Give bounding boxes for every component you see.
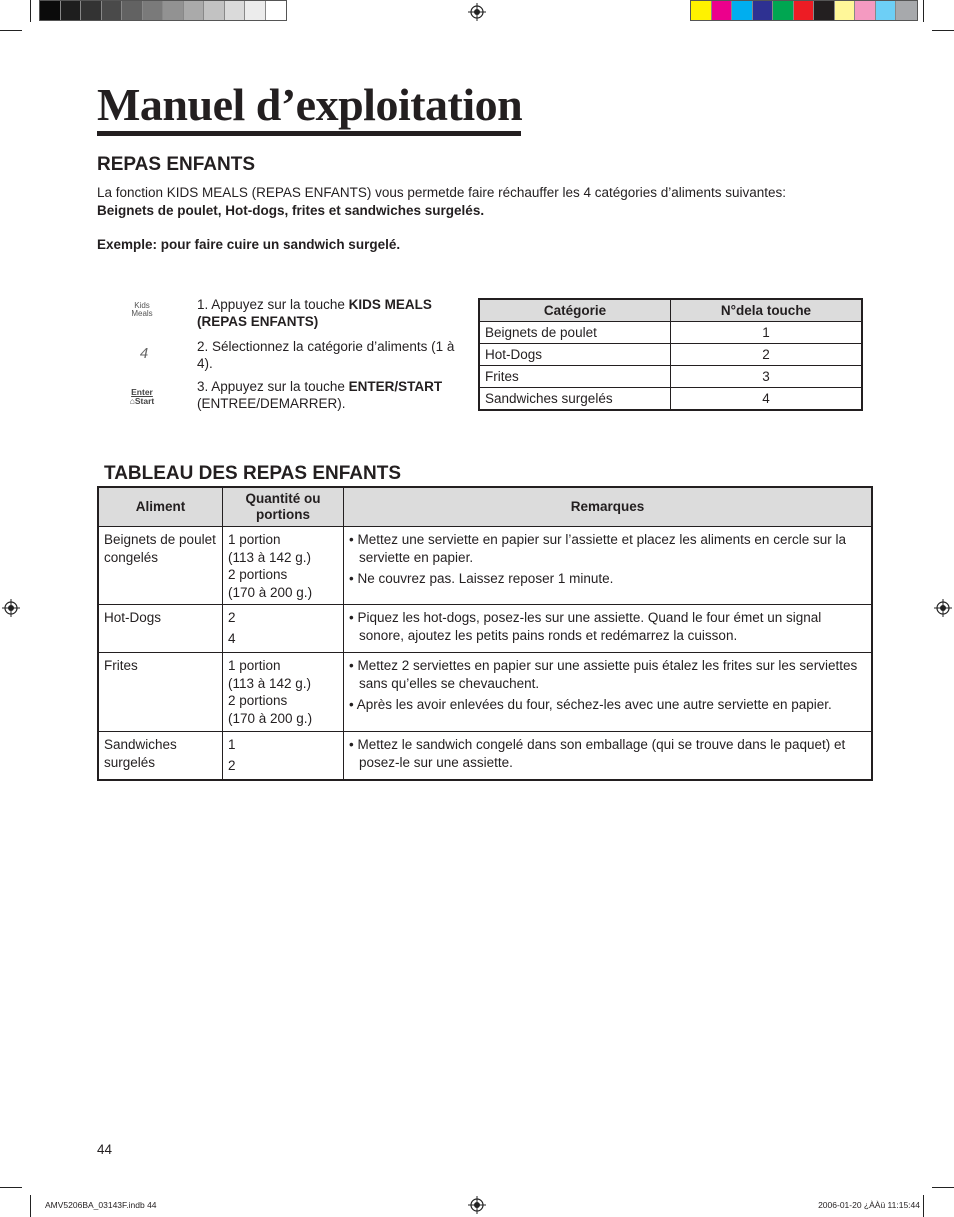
intro-line: La fonction KIDS MEALS (REPAS ENFANTS) vous permetde faire réchauffer les 4 catégories d’aliments suivantes: [97, 185, 787, 200]
note-item: • Mettez le sandwich congelé dans son emballage (qui se trouve dans le paquet) et posez-le sur une assiette. [349, 737, 846, 770]
column-header: Aliment [98, 487, 223, 527]
page-title: Manuel d’exploitation [97, 79, 523, 130]
color-swatch [102, 1, 123, 20]
enter-start-key-name: ENTER/START [348, 379, 443, 394]
title-underline [97, 131, 521, 136]
kids-meals-table [97, 486, 873, 781]
color-swatch [835, 1, 856, 20]
step-1: 1. Appuyez sur la touche KIDS MEALS (REPAS ENFANTS) [197, 297, 432, 329]
table-row [479, 366, 862, 388]
step-3: 3. Appuyez sur la touche ENTER/START (ENTREE/DEMARRER). [197, 379, 443, 411]
color-swatch [712, 1, 733, 20]
column-header: Quantité ou portions [223, 487, 344, 527]
crop-mark [30, 0, 31, 22]
food-cell: Frites [98, 653, 223, 732]
section-heading-repas-enfants: REPAS ENFANTS [97, 154, 256, 175]
food-cell: Sandwiches surgelés [98, 732, 223, 780]
color-swatch [732, 1, 753, 20]
color-swatch [855, 1, 876, 20]
key-number-cell: 2 [671, 344, 863, 366]
category-cell: Beignets de poulet [479, 322, 671, 344]
crop-mark [932, 30, 954, 31]
note-item: • Piquez les hot-dogs, posez-les sur une assiette. Quand le four émet un signal sonore, ajoutez les petits pains ronds et redémarrez la cuisson. [349, 610, 822, 643]
lock-icon: ⌂ [129, 396, 135, 406]
section-heading-tableau: TABLEAU DES REPAS ENFANTS [104, 463, 401, 484]
note-item: • Mettez une serviette en papier sur l’assiette et placez les aliments en cercle sur la serviette en papier. [349, 532, 846, 565]
notes-cell [344, 732, 873, 780]
color-swatch [61, 1, 82, 20]
color-swatch [81, 1, 102, 20]
quantity-cell: 1 portion (113 à 142 g.) 2 portions (170 à 200 g.) [223, 527, 344, 605]
table-row [98, 605, 872, 653]
example-text: Exemple: pour faire cuire un sandwich surgelé. [97, 237, 401, 252]
intro-text [97, 184, 877, 220]
category-cell: Hot-Dogs [479, 344, 671, 366]
crop-mark [923, 1195, 924, 1217]
category-table [478, 298, 863, 411]
color-swatch [245, 1, 266, 20]
note-item: • Mettez 2 serviettes en papier sur une assiette puis étalez les frites sur les serviettes sans qu’elles se chevauchent. [349, 658, 858, 691]
color-swatch [225, 1, 246, 20]
quantity-cell: 1 2 [223, 732, 344, 780]
key-number-cell: 4 [671, 388, 863, 411]
registration-mark-icon [2, 599, 20, 617]
gray-calibration-bar [39, 0, 287, 21]
kids-meals-key-icon [126, 302, 158, 318]
number-4-key-icon: 4 [139, 345, 149, 362]
crop-mark [30, 1195, 31, 1217]
table-row [98, 653, 872, 732]
notes-cell [344, 605, 873, 653]
category-cell: Frites [479, 366, 671, 388]
color-swatch [122, 1, 143, 20]
color-swatch [691, 1, 712, 20]
color-swatch [753, 1, 774, 20]
table-row [98, 732, 872, 780]
color-swatch [40, 1, 61, 20]
quantity-cell: 2 4 [223, 605, 344, 653]
page-number: 44 [97, 1142, 113, 1157]
color-swatch [204, 1, 225, 20]
table-header-row [479, 299, 862, 322]
note-item: • Après les avoir enlevées du four, séchez-les avec une autre serviette en papier. [349, 697, 832, 712]
color-calibration-bar [690, 0, 918, 21]
notes-cell [344, 527, 873, 605]
color-swatch [896, 1, 917, 20]
enter-key-label: Enter [131, 387, 153, 397]
color-swatch [876, 1, 897, 20]
table-header-row [98, 487, 872, 527]
category-cell: Sandwiches surgelés [479, 388, 671, 411]
food-cell: Hot-Dogs [98, 605, 223, 653]
color-swatch [184, 1, 205, 20]
color-swatch [773, 1, 794, 20]
table-row [479, 322, 862, 344]
key-number-cell: 3 [671, 366, 863, 388]
registration-mark-icon [468, 3, 486, 21]
notes-cell [344, 653, 873, 732]
crop-mark [932, 1187, 954, 1188]
column-header: Catégorie [479, 299, 671, 322]
color-swatch [266, 1, 287, 20]
quantity-cell: 1 portion (113 à 142 g.) 2 portions (170 à 200 g.) [223, 653, 344, 732]
food-cell: Beignets de poulet congelés [98, 527, 223, 605]
color-swatch [143, 1, 164, 20]
kids-meals-key-name: KIDS MEALS (REPAS ENFANTS) [197, 297, 432, 329]
enter-start-key-icon [122, 388, 162, 406]
table-row [479, 344, 862, 366]
column-header: Remarques [344, 487, 873, 527]
column-header: N°dela touche [671, 299, 863, 322]
intro-bold-line: Beignets de poulet, Hot-dogs, frites et sandwiches surgelés. [97, 203, 485, 218]
kids-key-label: Kids [134, 301, 150, 310]
table-row [98, 527, 872, 605]
color-swatch [794, 1, 815, 20]
color-swatch [814, 1, 835, 20]
start-key-label: ⌂Start [129, 396, 155, 406]
meals-key-label: Meals [131, 309, 153, 318]
table-row [479, 388, 862, 411]
note-item: • Ne couvrez pas. Laissez reposer 1 minute. [349, 571, 614, 586]
crop-mark [0, 30, 22, 31]
registration-mark-icon [934, 599, 952, 617]
crop-mark [923, 0, 924, 22]
footer-file-info: AMV5206BA_03143F.indb 44 [45, 1200, 157, 1210]
step-2: 2. Sélectionnez la catégorie d’aliments (1 à 4). [197, 339, 455, 371]
color-swatch [163, 1, 184, 20]
footer-timestamp: 2006-01-20 ¿ÀÀü 11:15:44 [818, 1200, 920, 1210]
registration-mark-icon [468, 1196, 486, 1214]
key-number-cell: 1 [671, 322, 863, 344]
crop-mark [0, 1187, 22, 1188]
